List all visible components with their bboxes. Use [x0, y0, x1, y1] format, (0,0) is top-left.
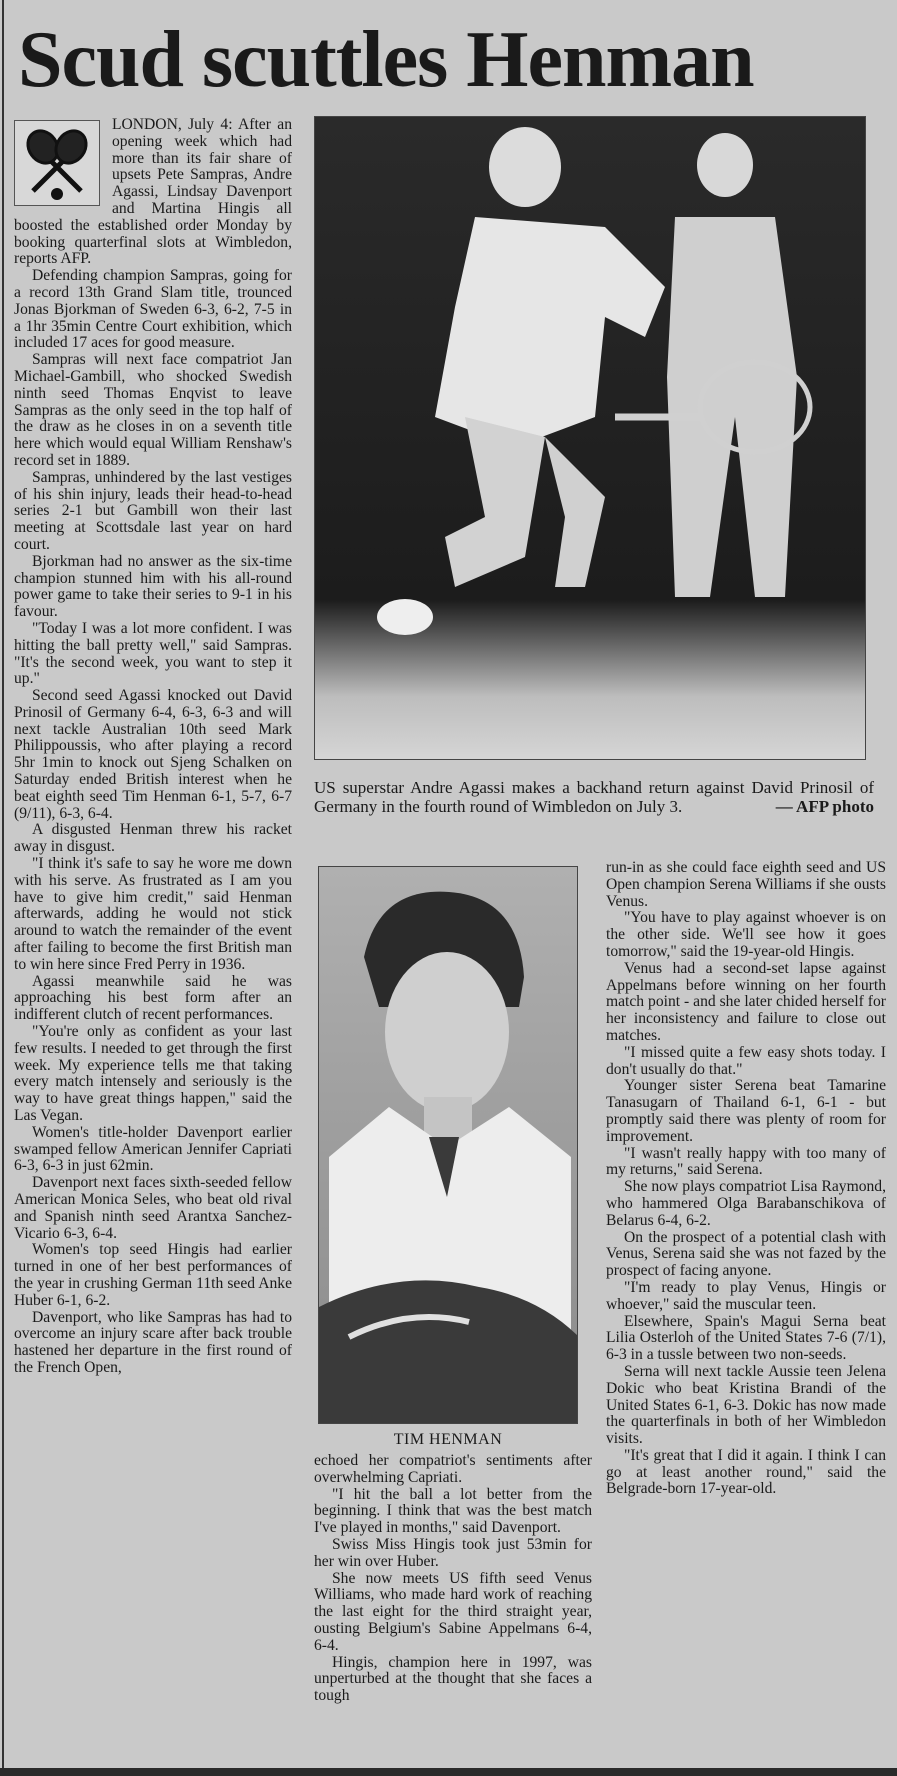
paragraph: Swiss Miss Hingis took just 53min for her win over Huber.	[314, 1535, 592, 1570]
paragraph: LONDON, July 4: After an opening week which had more than its fair share of upsets Pete Sampras, Andre Agassi, Lindsay Davenport and Martina Hingis all boosted the established order Monday by booking quarterfinal slots at Wimbledon, reports AFP.	[14, 117, 292, 268]
paragraph: Davenport, who like Sampras has had to overcome an injury scare after back trouble hastened her departure in the first round of the French Open,	[14, 1308, 292, 1376]
headline: Scud scuttles Henman	[18, 16, 754, 104]
paragraph: On the prospect of a potential clash with Venus, Serena said she was not fazed by the prospect of facing anyone.	[606, 1228, 886, 1280]
article-body-col3	[606, 860, 886, 1498]
paragraph: Women's title-holder Davenport earlier swamped fellow American Jennifer Capriati 6-3, 6-3 in just 62min.	[14, 1123, 292, 1175]
paragraph: Women's top seed Hingis had earlier turned in one of her best performances of the year in crushing German 11th seed Anke Huber 6-1, 6-2.	[14, 1241, 292, 1309]
paragraph: "I'm ready to play Venus, Hingis or whoever," said the muscular teen.	[606, 1278, 886, 1313]
photo-andre-agassi	[314, 116, 866, 760]
paragraph: Venus had a second-set lapse against Appelmans before winning on her fourth match point - and she later chided herself for her inconsistency and failure to close out matches.	[606, 959, 886, 1044]
paragraph: Sampras will next face compatriot Jan Michael-Gambill, who shocked Swedish ninth seed Thomas Enqvist to leave Sampras as the only seed in the top half of the draw as he closes in on a seventh title here which would equal William Renshaw's record set in 1889.	[14, 351, 292, 469]
paragraph: run-in as she could face eighth seed and US Open champion Serena Williams if she ousts Venus.	[606, 860, 886, 910]
paragraph: Elsewhere, Spain's Magui Serna beat Lilia Osterloh of the United States 7-6 (7/1), 6-3 in a tussle between two non-seeds.	[606, 1312, 886, 1364]
paragraph: Bjorkman had no answer as the six-time champion stunned him with his all-round power game to take their series to 9-1 in his favour.	[14, 552, 292, 621]
article-column-1	[14, 117, 292, 1767]
paragraph: Second seed Agassi knocked out David Prinosil of Germany 6-4, 6-3, 6-3 and will next tackle Australian 10th seed Mark Philippoussis, who after playing a record 5hr 1min to knock out Sjeng Schalken on Saturday ended British interest when he beat eighth seed Tim Henman 6-1, 5-7, 6-7 (9/11), 6-3, 6-4.	[14, 687, 292, 822]
paragraph: "I think it's safe to say he wore me down with his serve. As frustrated as I am you have to give him credit," said Henman afterwards, adding he would not stick around to watch the remainder of the event after failing to become the first British man to win here since Fred Perry in 1936.	[14, 855, 292, 973]
photo1-caption	[314, 778, 874, 816]
paragraph: Agassi meanwhile said he was approaching his best form after an indifferent clutch of recent performances.	[14, 972, 292, 1024]
paragraph: "I hit the ball a lot better from the beginning. I think that was the best match I've played in months," said Davenport.	[314, 1485, 592, 1537]
paragraph: Defending champion Sampras, going for a record 13th Grand Slam title, trounced Jonas Bjorkman of Sweden 6-3, 6-2, 7-5 in a 1hr 35min Centre Court exhibition, which included 17 aces for good measure.	[14, 267, 292, 352]
photo1-credit: — AFP photo	[775, 797, 874, 816]
paragraph: "I wasn't really happy with too many of my returns," said Serena.	[606, 1144, 886, 1179]
bottom-rule	[0, 1768, 897, 1776]
crossed-tennis-rackets-icon	[14, 120, 100, 206]
article-body-col1	[14, 117, 292, 1377]
article-body-col2	[314, 1453, 592, 1705]
paragraph: "I missed quite a few easy shots today. I don't usually do that."	[606, 1043, 886, 1078]
photo1-caption-text: US superstar Andre Agassi makes a backhand return against David Prinosil of Germany in the fourth round of Wimbledon on July 3.	[314, 778, 874, 816]
photo2-caption: TIM HENMAN	[393, 1431, 503, 1448]
paragraph: echoed her compatriot's sentiments after overwhelming Capriati.	[314, 1453, 592, 1486]
paragraph: A disgusted Henman threw his racket away in disgust.	[14, 821, 292, 856]
paragraph: Serna will next tackle Aussie teen Jelena Dokic who beat Kristina Brandi of the United States 6-1, 6-3. Dokic has now made the quarterfinals in both of her Wimbledon visits.	[606, 1362, 886, 1448]
column-rule	[2, 0, 4, 1776]
paragraph: "You have to play against whoever is on the other side. We'll see how it goes tomorrow," said the 19-year-old Hingis.	[606, 909, 886, 960]
paragraph: She now plays compatriot Lisa Raymond, who hammered Olga Barabanschikova of Belarus 6-4, 6-2.	[606, 1178, 886, 1229]
paragraph: "You're only as confident as your last few results. I needed to get through the first week. My experience tells me that taking every match intensely and seriously is the way to have great things happen," said the Las Vegan.	[14, 1023, 292, 1125]
article-column-2	[314, 1453, 592, 1769]
photo-tim-henman	[318, 866, 578, 1424]
paragraph: Davenport next faces sixth-seeded fellow American Monica Seles, who beat old rival and Spanish ninth seed Arantxa Sanchez-Vicario 6-3, 6-4.	[14, 1174, 292, 1242]
paragraph: "It's great that I did it again. I think I can go at least another round," said the Belgrade-born 17-year-old.	[606, 1446, 886, 1498]
article-column-3	[606, 860, 886, 1772]
paragraph: "Today I was a lot more confident. I was hitting the ball pretty well," said Sampras. "It's the second week, you want to step it up."	[14, 619, 292, 688]
paragraph: Younger sister Serena beat Tamarine Tanasugarn of Thailand 6-1, 6-1 - but promptly said there was plenty of room for improvement.	[606, 1077, 886, 1145]
paragraph: Hingis, champion here in 1997, was unperturbed at the thought that she faces a tough	[314, 1653, 592, 1705]
paragraph: Sampras, unhindered by the last vestiges of his shin injury, leads their head-to-head series 2-1 but Gambill won their last meeting at Scottsdale last year on hard court.	[14, 468, 292, 553]
paragraph: She now meets US fifth seed Venus Williams, who made hard work of reaching the last eight for the third straight year, ousting Belgium's Sabine Appelmans 6-4, 6-4.	[314, 1569, 592, 1654]
